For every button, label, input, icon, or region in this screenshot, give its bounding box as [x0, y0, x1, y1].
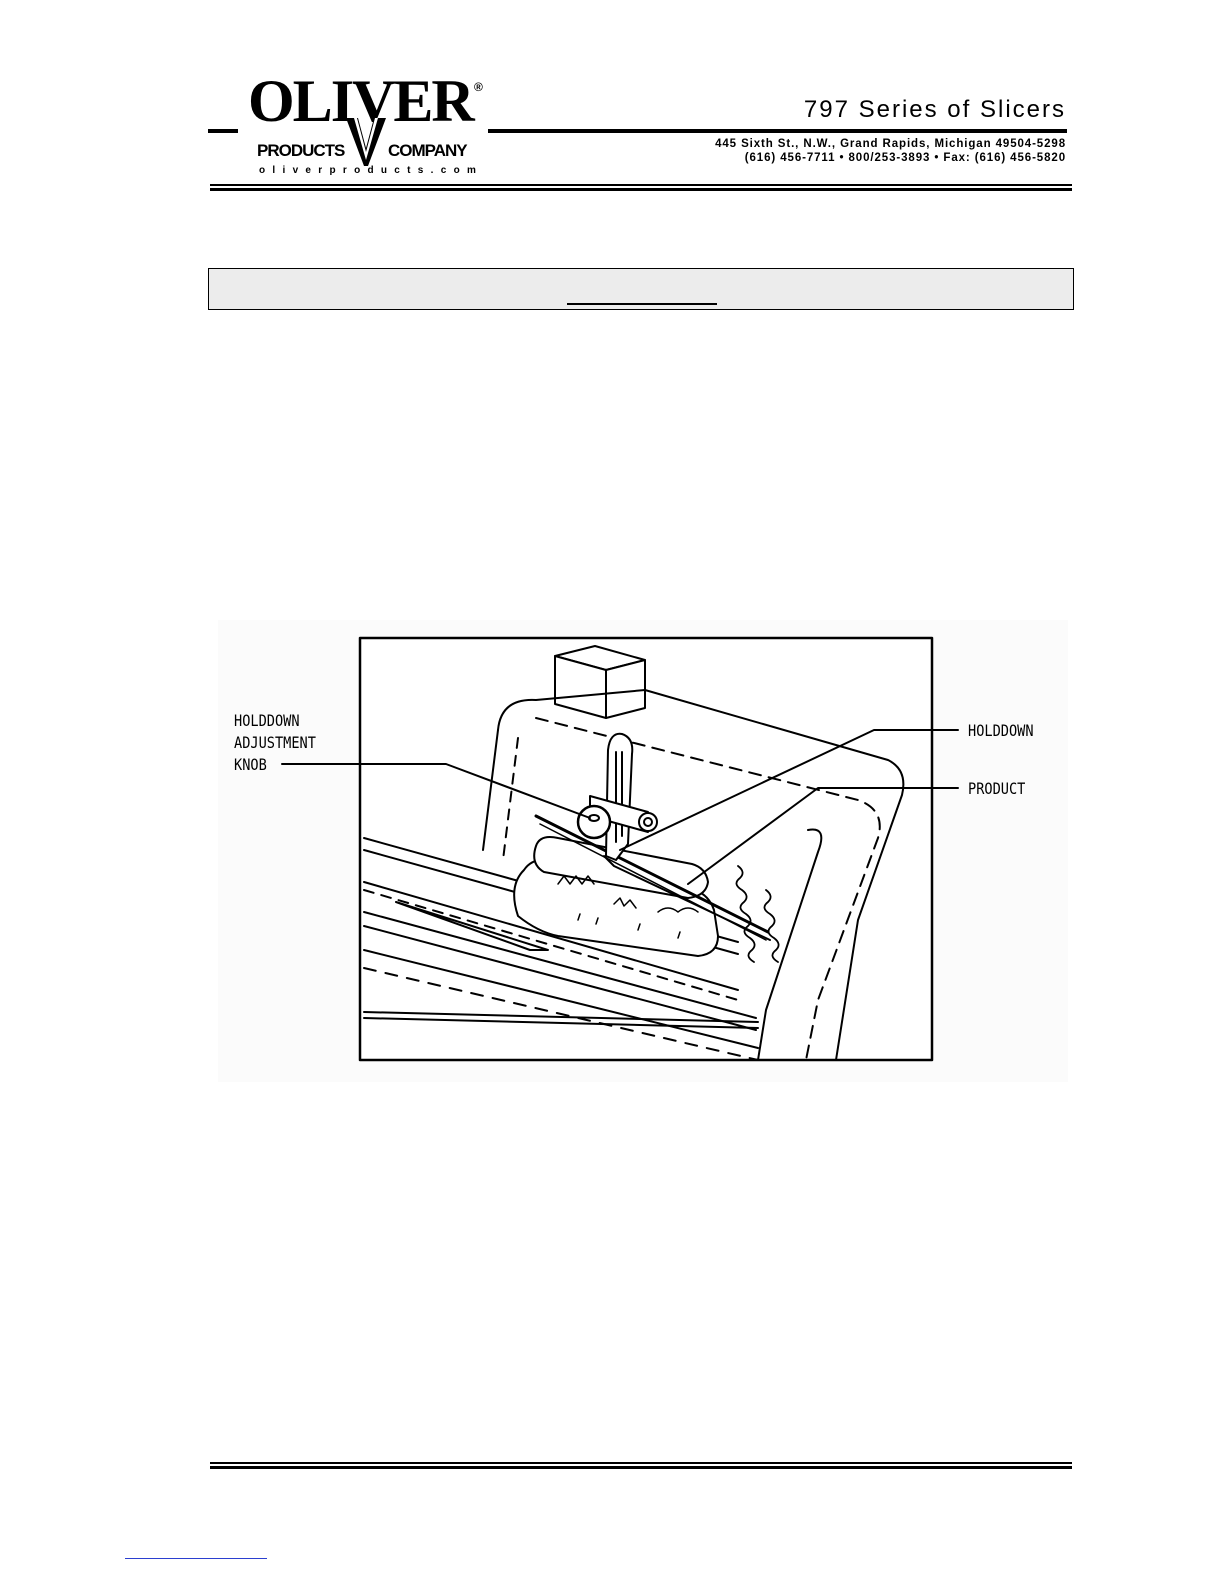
holddown-figure	[218, 620, 1068, 1082]
label-product: PRODUCT	[968, 779, 1026, 798]
slicer-illustration	[218, 620, 1068, 1082]
logo-products: PRODUCTS	[257, 141, 345, 160]
section-heading-bar	[208, 268, 1074, 310]
footer-link-underline[interactable]	[125, 1558, 267, 1559]
logo-registered-mark: ®	[474, 80, 483, 94]
header-rule-main	[488, 129, 1067, 133]
label-holddown-adjustment-knob-line1: HOLDDOWN	[234, 711, 300, 730]
header-double-rule	[210, 184, 1072, 191]
label-holddown-adjustment-knob-line2: ADJUSTMENT	[234, 733, 316, 752]
logo-company: COMPANY	[388, 141, 467, 160]
logo-v-mark-icon	[346, 118, 386, 166]
label-holddown-adjustment-knob-line3: KNOB	[234, 755, 267, 774]
logo-wordmark: OLIVER	[248, 68, 473, 134]
company-address: 445 Sixth St., N.W., Grand Rapids, Michigan 49504-5298	[715, 138, 1066, 150]
logo-website: oliverproducts.com	[259, 165, 484, 176]
series-title: 797 Series of Slicers	[803, 96, 1066, 123]
header-rule-left	[208, 129, 238, 133]
company-phone: (616) 456-7711 • 800/253-3893 • Fax: (616) 456-5820	[744, 152, 1066, 164]
section-heading-underline	[567, 303, 717, 305]
label-holddown: HOLDDOWN	[968, 721, 1034, 740]
footer-double-rule	[210, 1462, 1072, 1469]
